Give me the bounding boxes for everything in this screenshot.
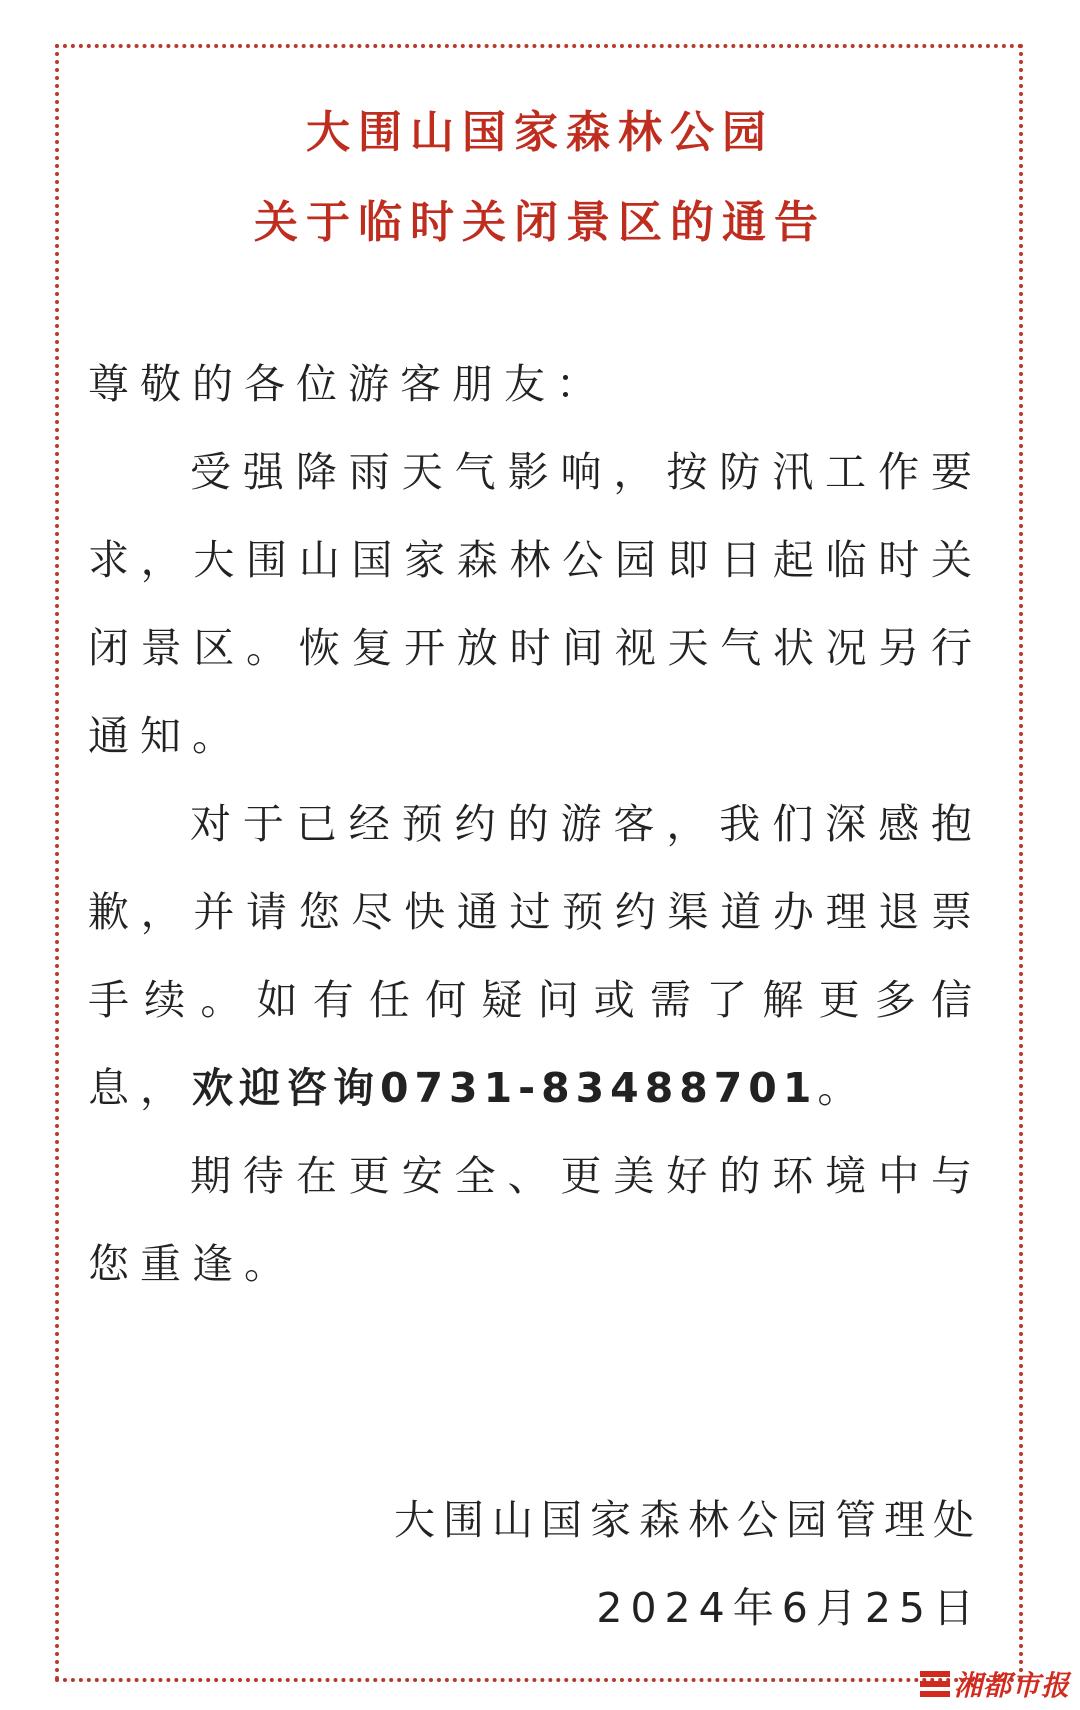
- signature-organization: 大围山国家森林公园管理处: [394, 1496, 982, 1544]
- notice-title-line-1: 大围山国家森林公园: [306, 107, 774, 158]
- paragraph-refund-text: 对于已经预约的游客，我们深感抱歉，并请您尽快通过预约渠道办理退票手续。如有任何疑问或需了解更多信息，: [88, 800, 983, 1112]
- signature-date: 2024年6月25日: [596, 1584, 982, 1632]
- newspaper-logo-icon: [920, 1671, 950, 1697]
- watermark-logo: [920, 1664, 1070, 1704]
- paragraph-closing: 期待在更安全、更美好的环境中与您重逢。: [88, 1152, 983, 1288]
- paragraph-refund-end: 。: [817, 1064, 870, 1112]
- notice-title-line-2: 关于临时关闭景区的通告: [254, 197, 826, 248]
- watermark-text: 湘都市报: [953, 1669, 1070, 1702]
- paragraph-refund: [88, 780, 983, 1132]
- signature: [394, 1476, 982, 1652]
- contact-phone: 欢迎咨询0731-83488701: [192, 1064, 818, 1112]
- salutation: 尊敬的各位游客朋友：: [88, 360, 608, 408]
- notice-title: [0, 88, 1080, 268]
- notice-body: [88, 340, 983, 1308]
- paragraph-closure: 受强降雨天气影响，按防汛工作要求，大围山国家森林公园即日起临时关闭景区。恢复开放时间视天气状况另行通知。: [88, 448, 983, 760]
